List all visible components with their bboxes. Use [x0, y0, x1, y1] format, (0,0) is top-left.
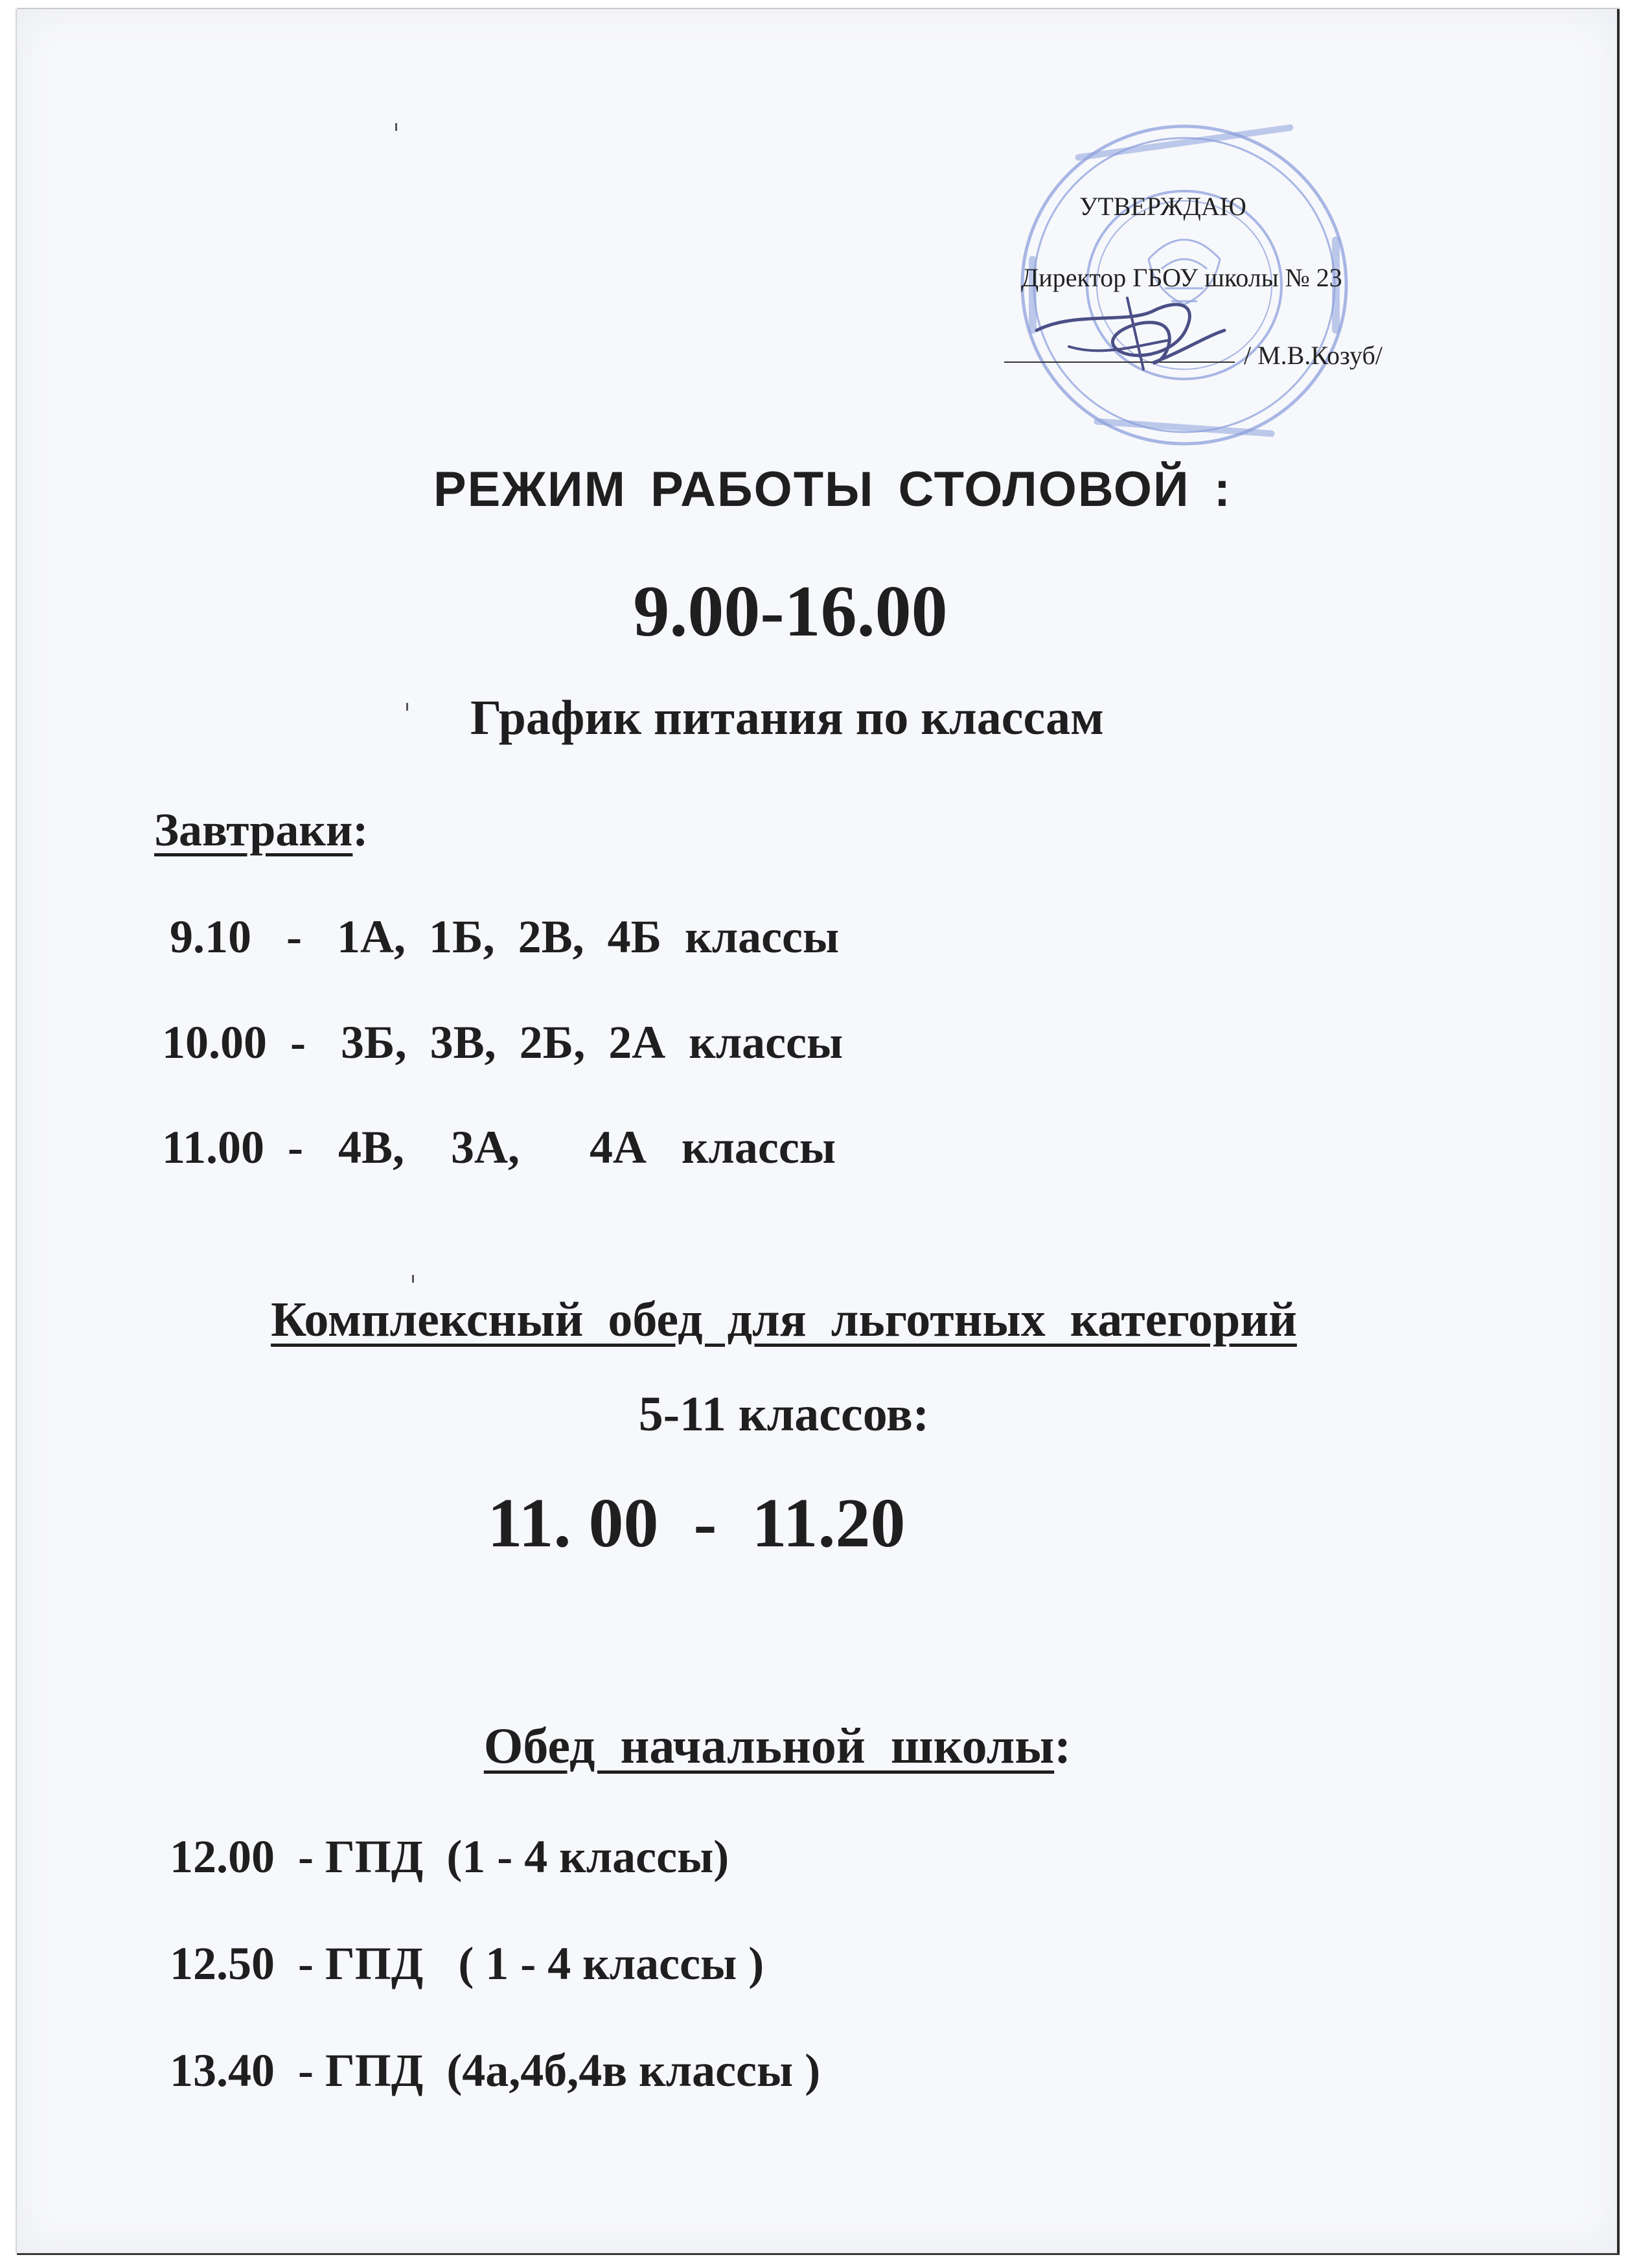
breakfast-label: Завтраки — [154, 804, 353, 856]
breakfast-time: 11.00 — [162, 1121, 265, 1173]
complex-lunch-time: 11. 00 - 11.20 — [487, 1485, 906, 1562]
page-edge-left — [16, 9, 17, 2253]
handwritten-signature — [1030, 285, 1237, 382]
scan-speck — [395, 123, 397, 131]
primary-lunch-row: 12.50 - ГПД ( 1 - 4 классы ) — [170, 1938, 764, 1989]
page-edge-bottom — [17, 2253, 1620, 2255]
working-hours: 9.00-16.00 — [633, 571, 948, 652]
breakfast-row — [170, 910, 839, 964]
breakfast-time: 10.00 — [162, 1016, 267, 1068]
primary-lunch-label: Обед начальной школы — [483, 1717, 1055, 1774]
breakfast-dash: - — [286, 911, 302, 963]
breakfast-classes: 4В, 3А, 4А классы — [338, 1121, 836, 1173]
director-name: / М.В.Козуб/ — [1244, 341, 1382, 370]
complex-lunch-subheading: 5-11 классов: — [638, 1387, 930, 1441]
breakfast-classes: 1А, 1Б, 2В, 4Б классы — [336, 911, 840, 963]
complex-lunch-heading: Комплексный обед для льготных категорий — [271, 1292, 1297, 1347]
primary-lunch-colon: : — [1054, 1717, 1072, 1774]
primary-lunch-heading — [0, 1717, 1652, 1775]
breakfast-colon: : — [352, 804, 369, 856]
approval-director: Директор ГБОУ школы № 23 — [1021, 263, 1342, 292]
page-title: РЕЖИМ РАБОТЫ СТОЛОВОЙ : — [433, 462, 1232, 517]
breakfast-dash: - — [288, 1121, 304, 1173]
breakfast-time: 9.10 — [170, 911, 251, 963]
breakfast-classes: 3Б, 3В, 2Б, 2А классы — [340, 1016, 843, 1068]
breakfast-row — [162, 1121, 836, 1174]
page-edge-top — [17, 8, 1620, 9]
breakfast-heading — [154, 803, 368, 857]
breakfast-dash: - — [290, 1016, 306, 1068]
schedule-title: График питания по классам — [470, 691, 1104, 745]
scan-speck — [412, 1275, 414, 1283]
approval-title: УТВЕРЖДАЮ — [1079, 192, 1246, 221]
primary-lunch-row: 12.00 - ГПД (1 - 4 классы) — [170, 1831, 729, 1883]
breakfast-row — [162, 1016, 843, 1070]
primary-lunch-row: 13.40 - ГПД (4а,4б,4в классы ) — [170, 2045, 821, 2096]
page-edge-right — [1617, 9, 1620, 2253]
